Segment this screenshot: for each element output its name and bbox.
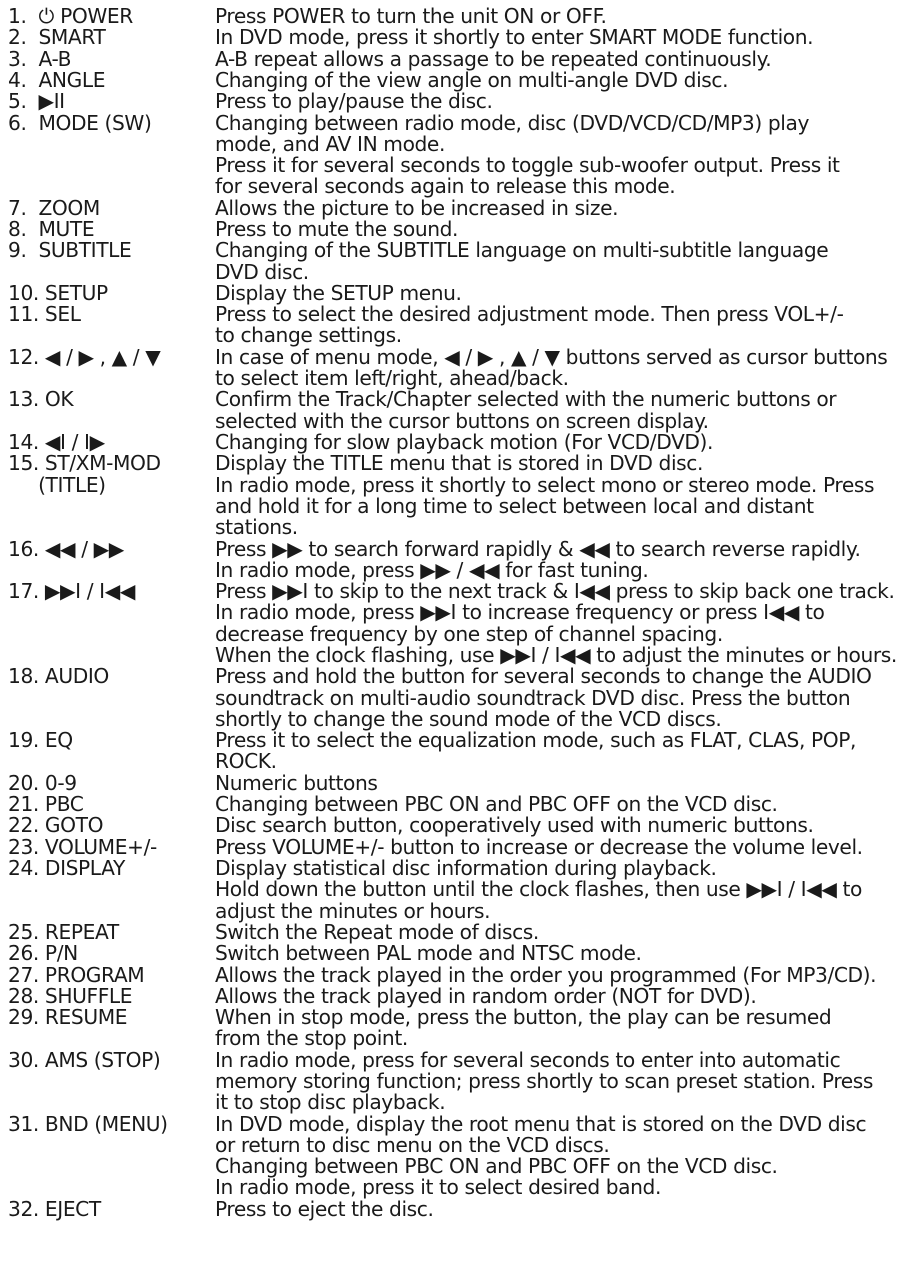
button-name-line: 5. ▶II [8,89,65,114]
description-line: Changing of the SUBTITLE language on multi-subtitle language [215,238,829,263]
button-name [8,304,81,325]
description-line: Press to select the desired adjustment mode. Then press VOL+/- [215,302,844,327]
button-entry [0,834,918,859]
button-description [215,280,462,305]
button-entry [0,195,918,220]
button-description [215,432,713,453]
button-name [8,280,108,305]
button-entry [0,1047,918,1115]
description-line: Display the SETUP menu. [215,280,462,305]
button-name [8,46,72,71]
button-description [215,858,862,922]
description-line: Press and hold the button for several seconds to change the AUDIO [215,664,872,689]
description-line: Press ▶▶I to skip to the next track & I◀◀ press to skip back one track. [215,579,895,604]
description-line: Changing between PBC ON and PBC OFF on the VCD disc. [215,1154,778,1179]
button-entry [0,962,918,987]
button-entry [0,815,918,836]
button-name-line: 7. ZOOM [8,195,100,220]
description-line: Numeric buttons [215,770,378,795]
description-line: Press to eject the disc. [215,1196,434,1221]
button-description [215,919,539,944]
button-entry [0,1111,918,1200]
description-line: A-B repeat allows a passage to be repeated continuously. [215,46,772,71]
button-name [8,834,157,859]
button-description [215,219,458,240]
description-line: soundtrack on multi-audio soundtrack DVD disc. Press the button [215,685,851,710]
button-description [215,453,874,538]
button-name-line: 17. ▶▶I / I◀◀ [8,579,135,604]
button-name-line: 9. SUBTITLE [8,238,132,263]
button-name [8,536,124,561]
button-name [8,581,135,602]
description-line: shortly to change the sound mode of the VCD discs. [215,706,722,731]
description-line: Allows the track played in the order you programmed (For MP3/CD). [215,962,877,987]
button-entry [0,943,918,964]
button-entry [0,27,918,48]
button-description [215,1007,831,1050]
button-name-line: 27. PROGRAM [8,962,145,987]
description-line: Press to play/pause the disc. [215,89,493,114]
description-line: to select item left/right, ahead/back. [215,366,569,391]
button-entry [0,67,918,92]
button-description [215,1047,874,1115]
button-description [215,110,840,199]
button-name-line: 20. 0-9 [8,770,77,795]
button-entry [0,858,918,922]
button-name-line: 11. SEL [8,302,81,327]
button-entry [0,1196,918,1221]
button-name [8,730,73,751]
button-entry [0,432,918,453]
button-description [215,1111,867,1200]
button-entry [0,240,918,283]
button-description [215,962,877,987]
button-entry [0,304,918,347]
description-line: Display the TITLE menu that is stored in DVD disc. [215,451,703,476]
button-name [8,91,65,112]
button-description [215,240,828,283]
description-line: from the stop point. [215,1026,408,1051]
button-name-line: 25. REPEAT [8,919,119,944]
button-name-line: 22. GOTO [8,813,104,838]
button-description [215,730,856,773]
description-line: stations. [215,515,298,540]
button-description [215,27,813,48]
button-entry [0,389,918,432]
description-line: When the clock flashing, use ▶▶I / I◀◀ to adjust the minutes or hours. [215,642,897,667]
description-line: Changing of the view angle on multi-angle DVD disc. [215,67,729,92]
button-name-line: (TITLE) [8,472,106,497]
button-name-line: 19. EQ [8,728,73,753]
button-name [8,432,105,453]
description-line: In radio mode, press ▶▶I to increase frequency or press I◀◀ to [215,600,825,625]
description-line: When in stop mode, press the button, the play can be resumed [215,1005,832,1030]
button-name-line: 4. ANGLE [8,67,106,92]
button-name [8,240,131,261]
description-line: Display statistical disc information during playback. [215,856,717,880]
button-entry [0,280,918,305]
button-description [215,304,843,347]
button-entry [0,1007,918,1050]
button-name-line: 14. ◀I / I▶ [8,430,105,454]
button-name-line: 24. DISPLAY [8,856,125,880]
button-name-line: 18. AUDIO [8,664,109,689]
button-name [8,453,161,496]
description-line: In radio mode, press it to select desired band. [215,1175,661,1200]
button-name-line: 13. OK [8,387,74,412]
button-name [8,1007,127,1028]
button-name-line: 1. ⏻ POWER [8,4,133,28]
description-line: Changing between radio mode, disc (DVD/VCD/CD/MP3) play [215,110,810,135]
button-description [215,46,772,71]
button-name-line: 29. RESUME [8,1005,128,1030]
description-line: Hold down the button until the clock flashes, then use ▶▶I / I◀◀ to [215,877,862,902]
button-name [8,195,100,220]
button-name-line: 8. MUTE [8,217,95,241]
button-name-line: 10. SETUP [8,280,108,305]
button-name [8,110,152,135]
button-name-line: 3. A-B [8,46,72,71]
description-line: memory storing function; press shortly to scan preset station. Press [215,1068,874,1093]
description-line: Changing between PBC ON and PBC OFF on the VCD disc. [215,792,778,817]
button-name [8,389,73,410]
button-entry [0,983,918,1008]
button-entry [0,666,918,730]
description-line: ROCK. [215,749,277,774]
button-name [8,1111,168,1136]
button-name-line: 31. BND (MENU) [8,1111,168,1136]
button-name [8,815,103,836]
button-name [8,1047,161,1072]
button-name-line: 16. ◀◀ / ▶▶ [8,536,124,561]
button-name [8,1196,101,1221]
description-line: In radio mode, press ▶▶ / ◀◀ for fast tuning. [215,557,649,582]
description-line: In case of menu mode, ◀ / ▶ , ▲ / ▼ buttons served as cursor buttons [215,344,888,369]
button-name [8,27,105,48]
button-name [8,67,106,92]
description-line: adjust the minutes or hours. [215,898,491,923]
button-name [8,983,133,1008]
description-line: Press VOLUME+/- button to increase or decrease the volume level. [215,834,863,859]
button-name-line: 21. PBC [8,792,84,817]
button-name-line: 28. SHUFFLE [8,983,133,1008]
button-entry [0,219,918,240]
description-line: Press to mute the sound. [215,217,459,241]
button-name [8,919,119,944]
description-line: decrease frequency by one step of channel spacing. [215,621,723,646]
description-line: Switch the Repeat mode of discs. [215,919,539,944]
button-entry [0,6,918,27]
button-name [8,943,78,964]
button-name [8,962,145,987]
button-entry [0,453,918,538]
button-description [215,344,888,391]
button-name [8,666,109,687]
button-name-line: 30. AMS (STOP) [8,1047,161,1072]
description-line: Allows the track played in random order (NOT for DVD). [215,983,757,1008]
button-name [8,344,161,369]
button-name [8,770,77,795]
button-description [215,389,836,432]
button-entry [0,91,918,112]
button-name-line: 15. ST/XM-MOD [8,451,161,476]
button-entry [0,536,918,582]
button-description [215,581,897,666]
description-line: DVD disc. [215,259,309,284]
description-line: to change settings. [215,323,402,348]
description-line: In radio mode, press it shortly to select mono or stereo mode. Press [215,472,875,497]
description-line: or return to disc menu on the VCD discs. [215,1132,610,1157]
button-entry [0,344,918,391]
description-line: for several seconds again to release this mode. [215,174,676,199]
description-line: Disc search button, cooperatively used with numeric buttons. [215,813,814,838]
button-description [215,67,729,92]
description-line: and hold it for a long time to select between local and distant [215,493,814,518]
button-description [215,983,757,1008]
description-line: it to stop disc playback. [215,1090,446,1115]
description-line: selected with the cursor buttons on screen display. [215,408,709,433]
button-entry [0,770,918,795]
button-description [215,91,493,112]
description-line: Confirm the Track/Chapter selected with the numeric buttons or [215,387,837,412]
description-line: Changing for slow playback motion (For VCD/DVD). [215,430,714,454]
button-name-line: 6. MODE (SW) [8,110,152,135]
button-name-line: 2. SMART [8,25,106,50]
button-name [8,6,133,27]
description-line: In DVD mode, press it shortly to enter SMART MODE function. [215,25,814,50]
button-name-line: 32. EJECT [8,1196,101,1221]
button-name-line: 26. P/N [8,941,78,966]
button-entry [0,919,918,944]
button-name [8,858,125,879]
description-line: Allows the picture to be increased in size. [215,195,619,220]
button-description [215,834,863,859]
button-description [215,6,607,27]
button-entry [0,110,918,199]
description-line: Press it to select the equalization mode, such as FLAT, CLAS, POP, [215,728,857,753]
button-entry [0,794,918,815]
button-entry [0,730,918,773]
description-line: In radio mode, press for several seconds to enter into automatic [215,1047,841,1072]
button-entry [0,46,918,71]
button-description [215,794,778,815]
description-line: Switch between PAL mode and NTSC mode. [215,941,642,966]
button-description [215,770,378,795]
description-line: Press POWER to turn the unit ON or OFF. [215,4,607,28]
button-description [215,815,813,836]
button-name-line: 12. ◀ / ▶ , ▲ / ▼ [8,344,161,369]
button-description [215,1196,434,1221]
button-description [215,943,642,964]
description-line: In DVD mode, display the root menu that is stored on the DVD disc [215,1111,867,1136]
description-line: Press it for several seconds to toggle sub-woofer output. Press it [215,153,840,178]
button-description [215,666,872,730]
button-entry [0,581,918,666]
button-name-line: 23. VOLUME+/- [8,834,157,859]
description-line: mode, and AV IN mode. [215,131,445,156]
button-description [215,536,861,582]
button-description [215,195,619,220]
button-name [8,794,84,815]
button-name [8,219,94,240]
description-line: Press ▶▶ to search forward rapidly & ◀◀ to search reverse rapidly. [215,536,861,561]
